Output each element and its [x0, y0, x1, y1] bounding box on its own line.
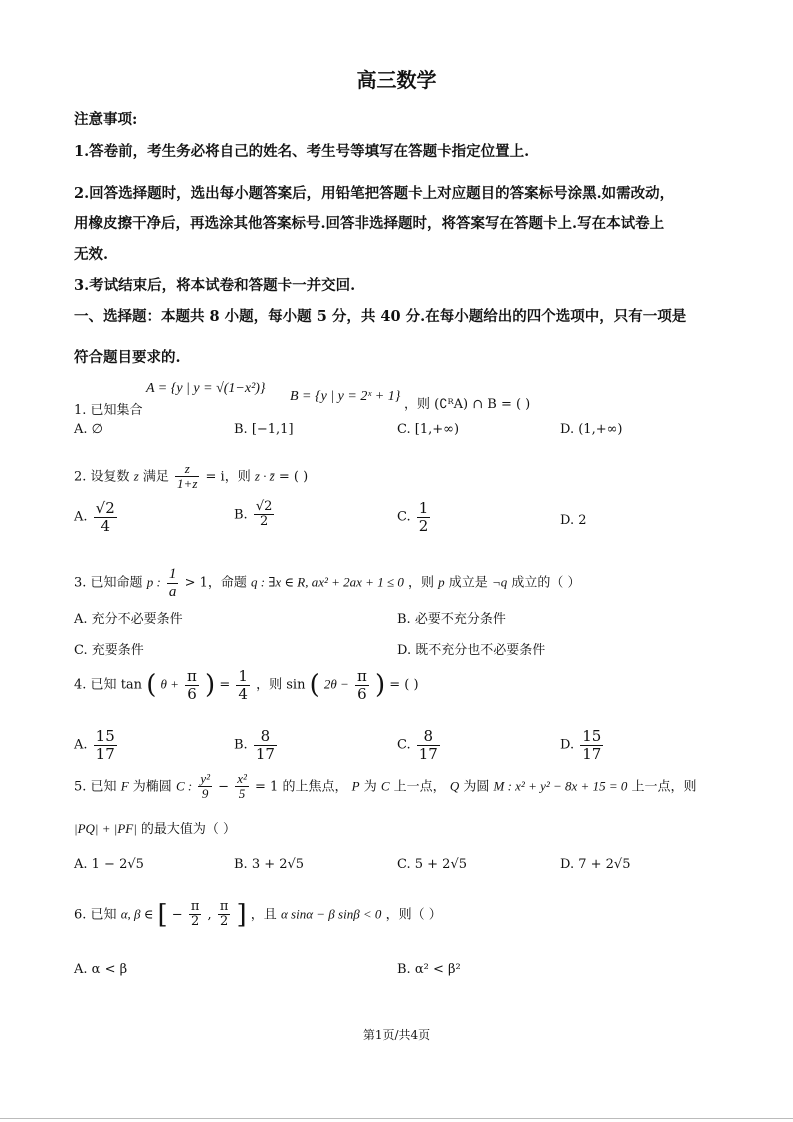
q5-line-2: [74, 818, 236, 837]
page-footer: 第1页/共4页: [362, 1028, 431, 1042]
q1-set-b: B = {y | y = 2ˣ + 1}: [290, 389, 401, 404]
q4-option-d-num: 15: [582, 727, 602, 745]
page-title: 高三数学: [356, 68, 437, 92]
q4-option-c-fraction: [417, 728, 440, 762]
q6-t1: ，且: [250, 907, 277, 923]
q3-option-a: A. 充分不必要条件: [74, 612, 183, 627]
q4-tan: tan: [120, 677, 143, 693]
q2-fraction-numerator: z: [175, 462, 199, 477]
q6-option-b: B. α² < β²: [397, 962, 461, 977]
q2-option-c-fraction: [417, 500, 431, 534]
q2-expr: z · z̄: [254, 468, 275, 484]
q6-frac-2: [218, 900, 231, 930]
q4-line: [74, 668, 419, 702]
q4-option-a-num: 15: [95, 727, 115, 745]
q2-line: [74, 462, 308, 492]
q3-p: p :: [146, 574, 161, 590]
q4-mid: ，则: [256, 677, 283, 693]
q3-p2: p: [438, 574, 445, 590]
q5-t5: 为圆: [463, 779, 490, 795]
q2-option-a-label: A.: [74, 509, 88, 525]
notice-item-2-line-2: 用橡皮擦干净后，再选涂其他答案标号.回答非选择题时，将答案写在答题卡上.写在本试卷上: [74, 215, 665, 232]
q6-d1: 2: [190, 914, 200, 930]
q4-arg1: θ +: [160, 676, 179, 692]
section-1-line-2: 符合题目要求的.: [74, 349, 181, 366]
q4-option-b-den: 17: [255, 744, 275, 763]
q3-notq: ¬q: [491, 574, 508, 590]
q5-option-a: A. 1 − 2√5: [74, 857, 144, 872]
q5-t3: 为: [363, 779, 377, 795]
q2-option-c-label: C.: [397, 509, 411, 525]
q4-paren-close-1: ): [205, 670, 216, 700]
q1-prefix: 1. 已知集合: [74, 403, 143, 418]
q5-t4: 上一点，: [393, 779, 446, 795]
q2-tail: = ( ): [278, 469, 309, 485]
q3-option-c: C. 充要条件: [74, 643, 144, 658]
q2-option-c-num: 1: [418, 499, 429, 517]
q2-option-b-label: B.: [234, 507, 248, 523]
notice-heading: 注意事项:: [74, 111, 138, 128]
q4-option-c-den: 17: [418, 744, 438, 763]
q4-option-d-fraction: [580, 728, 603, 762]
q6-d2: 2: [219, 914, 229, 930]
q2-option-b: [234, 500, 276, 530]
q2-option-c-den: 2: [418, 516, 429, 535]
q4-paren-close-2: ): [374, 670, 386, 700]
bottom-divider: [0, 1118, 793, 1119]
q4-rhs-num: 1: [238, 667, 248, 685]
q2-prefix: 2. 设复数: [74, 469, 130, 485]
q4-option-a: [74, 728, 119, 762]
q4-sin: sin: [286, 677, 306, 693]
q4-pi-num-1: π: [187, 667, 197, 685]
q6-frac-1: [189, 900, 202, 930]
q5-C2: C: [380, 778, 390, 794]
q5-t6: 上一点，则: [631, 779, 697, 795]
q5-P: P: [351, 778, 360, 794]
q5-d1: 9: [201, 786, 209, 802]
q4-option-a-label: A.: [74, 737, 88, 753]
q3-num: 1: [168, 566, 177, 582]
q5-t1: 为椭圆: [132, 779, 172, 795]
q3-mid: ，则: [407, 575, 434, 591]
section-1-line-1: 一、选择题：本题共 8 小题，每小题 5 分，共 40 分.在每小题给出的四个选项中，只有一项是: [74, 308, 687, 325]
q4-option-d: [560, 728, 605, 762]
q6-n1: π: [190, 899, 200, 914]
q4-pi-den-1: 6: [187, 684, 197, 703]
q4-pi-num-2: π: [356, 667, 367, 685]
q2-var: z: [133, 468, 139, 484]
q3-q: q : ∃x ∈ R, ax² + 2ax + 1 ≤ 0: [251, 574, 404, 590]
q3-line: [74, 566, 581, 600]
q2-option-a-num: √2: [95, 499, 115, 517]
q6-neg: −: [171, 907, 183, 923]
q4-option-b-label: B.: [234, 737, 248, 753]
q5-d2: 5: [238, 786, 246, 802]
q4-pi-den-2: 6: [357, 684, 367, 703]
q5-t2: 的上焦点，: [282, 779, 348, 795]
q5-M: M : x² + y² − 8x + 15 = 0: [493, 778, 628, 794]
q4-prefix: 4. 已知: [74, 677, 117, 693]
q4-option-c-label: C.: [397, 737, 411, 753]
q4-option-c-num: 8: [417, 728, 440, 746]
q4-arg2: 2θ −: [323, 676, 349, 692]
q2-mid: 满足: [142, 469, 169, 485]
q4-option-a-fraction: [94, 728, 117, 762]
q5-C: C :: [175, 778, 193, 794]
q1-option-d: D. (1,+∞): [560, 422, 623, 437]
q2-option-a-fraction: [94, 500, 117, 534]
q5-frac-2: [235, 772, 249, 802]
q4-option-d-label: D.: [560, 737, 575, 753]
q2-option-d: D. 2: [560, 513, 587, 528]
q4-paren-open-1: (: [146, 670, 157, 700]
notice-item-1: 1.答卷前，考生务必将自己的姓名、考生号等填写在答题卡指定位置上.: [74, 143, 530, 160]
notice-item-3: 3.考试结束后，将本试卷和答题卡一并交回.: [74, 277, 356, 294]
q4-pi-fraction-2: [355, 668, 369, 702]
q6-vars: α, β ∈: [120, 906, 154, 922]
q3-fraction: [167, 566, 179, 600]
q3-mid2: 成立是: [448, 575, 488, 591]
q5-option-c: C. 5 + 2√5: [397, 857, 468, 872]
q4-rhs-den: 4: [238, 684, 248, 703]
q4-eq: =: [219, 677, 231, 693]
q3-cond: > 1，命题: [184, 575, 247, 591]
q2-option-c: [397, 500, 432, 534]
q5-option-d: D. 7 + 2√5: [560, 857, 631, 872]
q5-minus: −: [218, 779, 230, 795]
q5-F: F: [120, 778, 129, 794]
q4-option-a-den: 17: [95, 744, 115, 763]
q5-expression: |PQ| + |PF|: [74, 821, 137, 836]
q2-fraction: [175, 462, 199, 492]
q3-prefix: 3. 已知命题: [74, 575, 143, 591]
q4-rhs-fraction: [236, 668, 250, 702]
q6-line: [74, 900, 442, 930]
q4-option-b-fraction: [254, 728, 277, 762]
q4-tail: = ( ): [389, 677, 419, 693]
q5-prefix: 5. 已知: [74, 779, 117, 795]
q4-option-d-den: 17: [582, 744, 602, 763]
q4-pi-fraction-1: [185, 668, 199, 702]
q4-option-b-num: 8: [254, 728, 277, 746]
q5-eq1: = 1: [255, 779, 279, 795]
q5-Q: Q: [449, 778, 460, 794]
q5-n2: x²: [237, 771, 247, 786]
q2-option-b-den: 2: [259, 514, 269, 530]
notice-item-2-line-3: 无效.: [74, 246, 109, 263]
q1-option-a: A. ∅: [74, 422, 103, 437]
q3-den: a: [168, 583, 177, 600]
q3-option-b: B. 必要不充分条件: [397, 612, 506, 627]
q3-option-d: D. 既不充分也不必要条件: [397, 643, 546, 658]
q1-tail: ，则 (∁ᴿA) ∩ B = ( ): [404, 397, 531, 412]
q2-rhs: = i，则: [205, 469, 251, 485]
q5-frac-1: [198, 772, 212, 802]
q1-option-b: B. [−1,1]: [234, 422, 294, 437]
q6-inequality: α sinα − β sinβ < 0: [280, 906, 382, 922]
q6-n2: π: [219, 899, 229, 914]
q6-comma: ,: [207, 907, 212, 923]
q2-fraction-denominator: 1+z: [177, 476, 198, 492]
q2-option-b-num: √2: [255, 499, 273, 514]
q5-option-b: B. 3 + 2√5: [234, 857, 305, 872]
q4-paren-open-2: (: [309, 670, 320, 700]
q2-option-b-fraction: [254, 500, 275, 530]
q2-option-a: [74, 500, 119, 534]
q2-option-a-den: 4: [100, 516, 110, 535]
notice-item-2-line-1: 2.回答选择题时，选出每小题答案后，用铅笔把答题卡上对应题目的答案标号涂黑.如需改动，: [74, 185, 675, 202]
q5-line2-tail: 的最大值为（ ）: [140, 822, 237, 837]
q6-left-bracket: [: [157, 899, 168, 930]
q4-option-b: [234, 728, 279, 762]
q3-tail: 成立的（ ）: [511, 575, 581, 591]
q6-prefix: 6. 已知: [74, 907, 117, 923]
q6-right-bracket: ]: [236, 899, 247, 930]
q6-tail: ，则（ ）: [385, 907, 442, 923]
q5-line-1: [74, 772, 697, 802]
q6-option-a: A. α < β: [74, 962, 128, 977]
q1-option-c: C. [1,+∞): [397, 422, 460, 437]
q4-option-c: [397, 728, 442, 762]
q5-n1: y²: [200, 771, 210, 786]
q1-set-a: A = {y | y = √(1−x²)}: [146, 381, 266, 396]
